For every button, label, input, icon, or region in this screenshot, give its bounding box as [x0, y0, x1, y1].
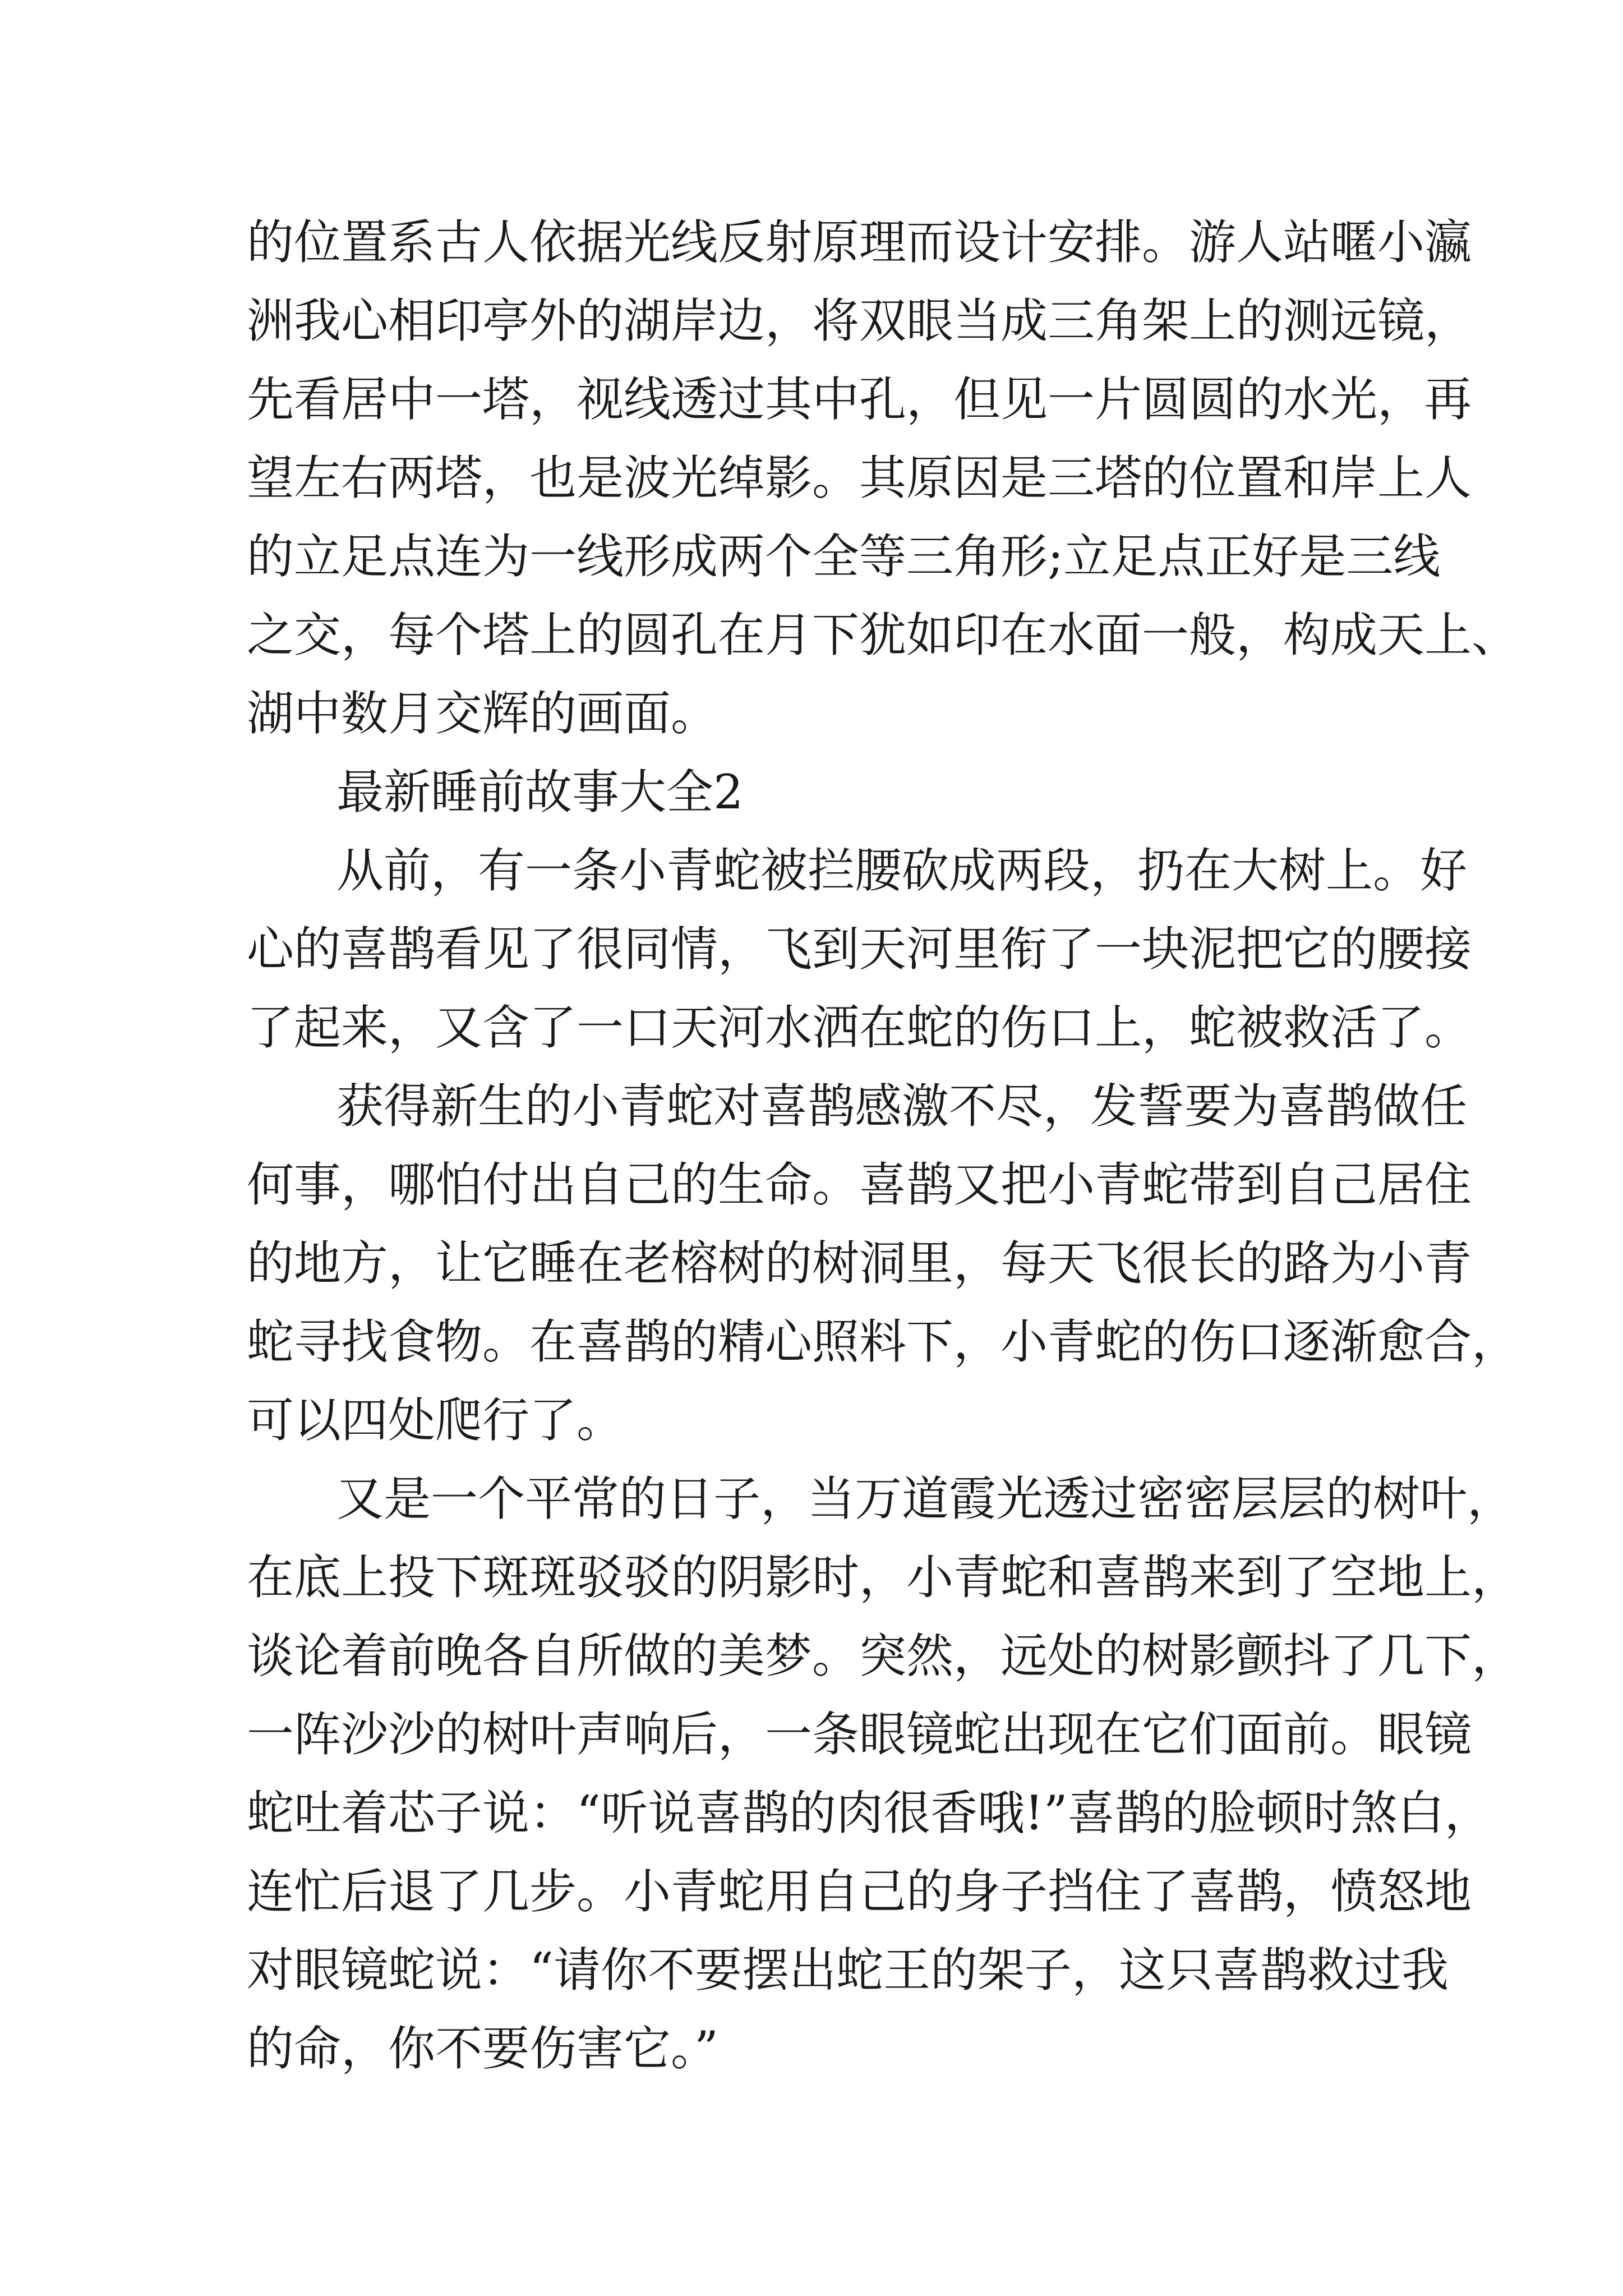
text-line: 之交，每个塔上的圆孔在月下犹如印在水面一般，构成天上、 [247, 608, 1519, 662]
text-line: 一阵沙沙的树叶声响后，一条眼镜蛇出现在它们面前。眼镜 [247, 1707, 1472, 1762]
text-line: 洲我心相印亭外的湖岸边，将双眼当成三角架上的测远镜， [247, 293, 1472, 348]
text-line: 望左右两塔，也是波光绰影。其原因是三塔的位置和岸上人 [247, 450, 1472, 505]
section-heading: 最新睡前故事大全2 [336, 765, 744, 820]
text-line: 对眼镜蛇说：“请你不要摆出蛇王的架子，这只喜鹊救过我 [247, 1943, 1449, 1998]
text-line: 又是一个平常的日子，当万道霞光透过密密层层的树叶， [336, 1471, 1515, 1526]
text-line: 的命，你不要伤害它。” [247, 2021, 718, 2076]
text-line: 的地方，让它睡在老榕树的树洞里，每天飞很长的路为小青 [247, 1236, 1472, 1291]
text-line: 从前，有一条小青蛇被拦腰砍成两段，扔在大树上。好 [336, 843, 1468, 898]
text-line: 在底上投下斑斑驳驳的阴影时，小青蛇和喜鹊来到了空地上， [247, 1550, 1519, 1605]
text-line: 蛇吐着芯子说：“听说喜鹊的肉很香哦!”喜鹊的脸顿时煞白， [247, 1786, 1492, 1841]
text-line: 湖中数月交辉的画面。 [247, 686, 718, 741]
text-line: 获得新生的小青蛇对喜鹊感激不尽，发誓要为喜鹊做任 [336, 1079, 1468, 1134]
text-line: 心的喜鹊看见了很同情，飞到天河里衔了一块泥把它的腰接 [247, 922, 1472, 977]
text-line: 了起来，又含了一口天河水洒在蛇的伤口上，蛇被救活了。 [247, 1000, 1472, 1055]
text-line: 先看居中一塔，视线透过其中孔，但见一片圆圆的水光，再 [247, 372, 1472, 427]
text-line: 的立足点连为一线形成两个全等三角形;立足点正好是三线 [247, 529, 1441, 584]
text-line: 的位置系古人依据光线反射原理而设计安排。游人站暱小瀛 [247, 215, 1472, 270]
text-line: 何事，哪怕付出自己的生命。喜鹊又把小青蛇带到自己居住 [247, 1157, 1472, 1212]
text-line: 谈论着前晚各自所做的美梦。突然，远处的树影颤抖了几下， [247, 1628, 1519, 1683]
text-line: 蛇寻找食物。在喜鹊的精心照料下，小青蛇的伤口逐渐愈合， [247, 1314, 1519, 1369]
text-line: 可以四处爬行了。 [247, 1393, 624, 1448]
text-line: 连忙后退了几步。小青蛇用自己的身子挡住了喜鹊，愤怒地 [247, 1864, 1472, 1919]
